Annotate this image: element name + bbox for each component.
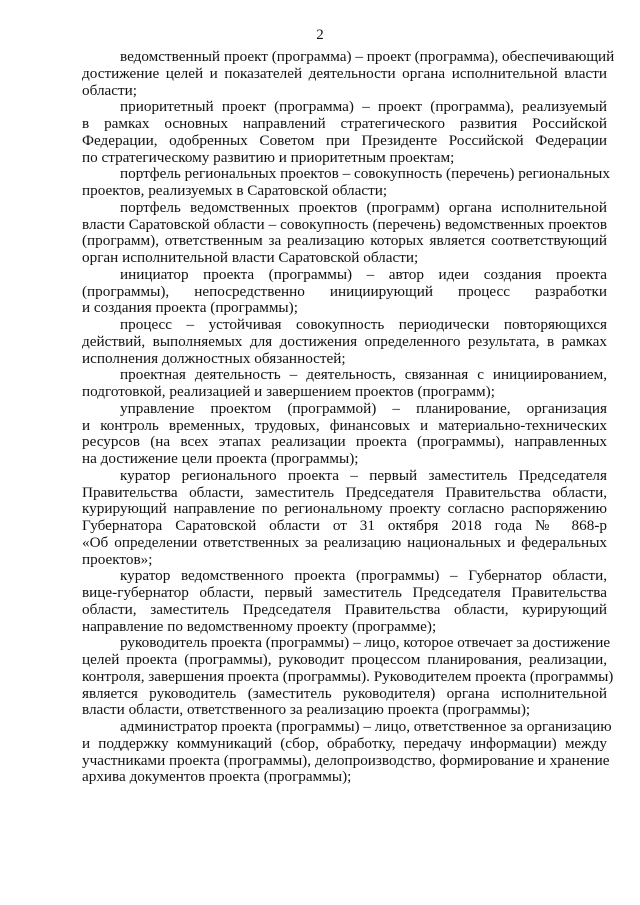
text-line: области, заместитель Председателя Правительства области, курирующий: [82, 600, 607, 618]
text-line: (программ), ответственным за реализацию которых является соответствующий: [82, 232, 607, 250]
text-line: действий, выполняемых для достижения определенного результата, в рамках: [82, 332, 607, 350]
text-line: в рамках основных направлений стратегического развития Российской: [82, 115, 607, 132]
text-line: по стратегическому развитию и приоритетным проектам;: [82, 148, 455, 166]
text-line: исполнения должностных обязанностей;: [82, 349, 346, 367]
text-line: инициатор проекта (программы) – автор идеи создания проекта: [120, 265, 607, 283]
text-line: портфель ведомственных проектов (программ) органа исполнительной: [120, 198, 607, 216]
text-line: Правительства области, заместитель Председателя Правительства области,: [82, 483, 607, 501]
definition-paragraph: [82, 165, 610, 200]
text-line: на достижение цели проекта (программы);: [82, 450, 359, 467]
text-line: куратор ведомственного проекта (программы) – Губернатор области,: [120, 567, 607, 585]
text-line: и поддержку коммуникаций (сбор, обработку, передачу информации) между: [82, 734, 607, 752]
text-line: вице-губернатор области, первый заместитель Председателя Правительства: [82, 584, 607, 601]
definition-paragraph: [82, 200, 607, 267]
text-line: Губернатора Саратовской области от 31 октября 2018 года № 868-р: [82, 517, 607, 534]
text-line: портфель региональных проектов – совокупность (перечень) региональных: [120, 165, 610, 183]
definition-paragraph: [82, 568, 607, 635]
text-line: ведомственный проект (программа) – проект (программа), обеспечивающий: [120, 48, 615, 65]
document-body: [82, 48, 615, 786]
text-line: достижение целей и показателей деятельности органа исполнительной власти: [82, 64, 607, 82]
text-line: подготовкой, реализацией и завершением проектов (программ);: [82, 383, 495, 400]
text-line: и создания проекта (программы);: [82, 299, 298, 317]
text-line: процесс – устойчивая совокупность периодически повторяющихся: [120, 316, 607, 333]
text-line: руководитель проекта (программы) – лицо, которое отвечает за достижение: [120, 634, 611, 652]
definition-paragraph: [82, 267, 607, 317]
text-line: курирующий направление по региональному проекту согласно распоряжению: [82, 500, 607, 518]
text-line: куратор регионального проекта – первый заместитель Председателя: [120, 466, 607, 484]
text-line: «Об определении ответственных за реализацию национальных и федеральных: [82, 533, 607, 551]
text-line: власти области, ответственного за реализацию проекта (программы);: [82, 701, 531, 719]
definition-paragraph: [82, 367, 607, 401]
text-line: приоритетный проект (программа) – проект (программа), реализуемый: [120, 98, 607, 116]
definition-paragraph: [82, 317, 607, 367]
text-line: ресурсов (на всех этапах реализации проекта (программы), направленных: [82, 433, 607, 451]
text-line: направление по ведомственному проекту (программе);: [82, 617, 437, 635]
text-line: целей проекта (программы), руководит процессом планирования, реализации,: [82, 651, 607, 668]
definition-paragraph: [82, 99, 607, 166]
text-line: архива документов проекта (программы);: [82, 768, 352, 786]
definition-paragraph: [82, 48, 615, 99]
text-line: проектов, реализуемых в Саратовской области;: [82, 182, 388, 199]
text-line: и контроль временных, трудовых, финансовых и материально-технических: [82, 416, 607, 434]
text-line: власти Саратовской области – совокупность (перечень) ведомственных проектов: [82, 215, 607, 233]
definition-paragraph: [82, 634, 614, 719]
text-line: участниками проекта (программы), делопроизводство, формирование и хранение: [82, 751, 610, 769]
text-line: является руководитель (заместитель руководителя) органа исполнительной: [82, 684, 607, 702]
definition-paragraph: [82, 718, 612, 786]
text-line: контроля, завершения проекта (программы). Руководителем проекта (программы): [82, 667, 614, 685]
text-line: управление проектом (программой) – планирование, организация: [120, 399, 607, 417]
text-line: проектная деятельность – деятельность, связанная с инициированием,: [120, 366, 607, 384]
definition-paragraph: [82, 401, 607, 468]
text-line: области;: [82, 81, 137, 99]
page-number: 2: [316, 27, 324, 43]
text-line: Федерации, одобренных Советом при Президенте Российской Федерации: [82, 131, 607, 149]
text-line: орган исполнительной власти Саратовской области;: [82, 249, 419, 266]
text-line: проектов»;: [82, 550, 153, 568]
definition-paragraph: [82, 468, 607, 569]
text-line: администратор проекта (программы) – лицо, ответственное за организацию: [120, 718, 612, 735]
text-line: (программы), непосредственно инициирующий процесс разработки: [82, 282, 607, 300]
